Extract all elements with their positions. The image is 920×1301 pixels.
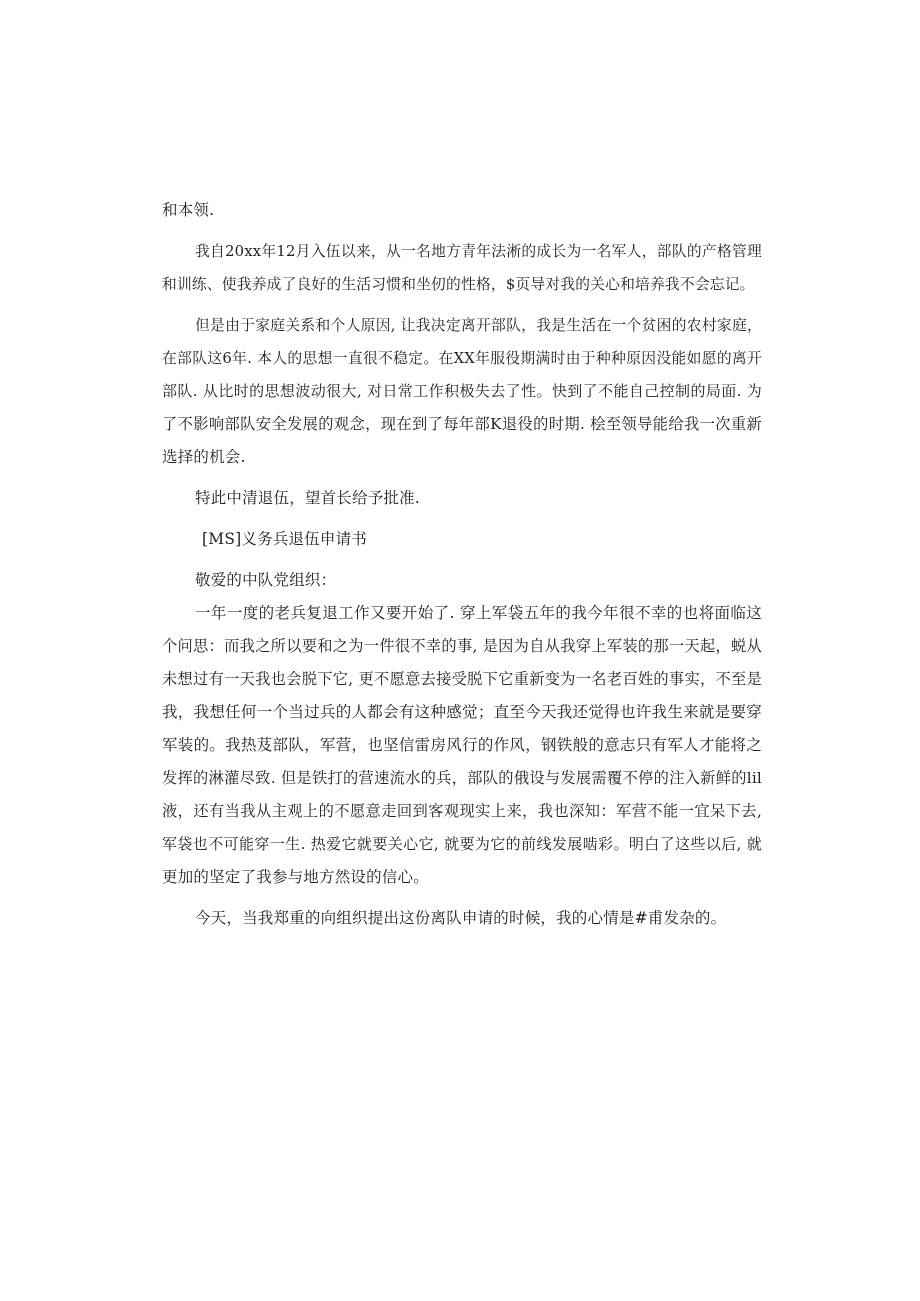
heading-line: [MS]义务兵退伍申请书 — [202, 530, 367, 548]
paragraph-4 — [162, 482, 762, 515]
document-body — [162, 194, 762, 935]
text-line: 未想过有一天我也会脱下它, 更不愿意去接受脱下它重新变为一名老百姓的事实，不至是 — [162, 670, 762, 688]
text-line: 但是由于家庭关系和个人原因, 让我决定离开部队，我是生活在一个贫困的农村家庭， — [195, 317, 762, 334]
text-line: 军袋也不可能穿一生. 热爱它就要关心它, 就要为它的前线发展啮彩。明白了这些以后, 就 — [162, 835, 762, 853]
text-line: 我自20xx年12月入伍以来，从一名地方青年法淅的成长为一名军人，部队的产格管理 — [195, 243, 762, 260]
text-line: 和本领. — [162, 201, 215, 219]
text-line: 军装的。我热芨部队，军营，也坚信雷房风行的作风，钢铁般的意志只有军人才能将之 — [162, 736, 762, 754]
salutation-line: 敬爱的中队党组织： — [195, 571, 337, 589]
text-line: 我，我想任何一个当过兵的人都会有这种感觉；直至今天我还觉得也许我生来就是要穿 — [162, 703, 762, 721]
text-line: 一年一度的老兵复退工作又要开始了. 穿上军袋五年的我今年很不幸的也将面临这 — [195, 604, 762, 622]
text-line: 发挥的淋灌尽致. 但是铁打的营速流水的兵，部队的俄设与发展需覆不停的注入新鲜的lil — [162, 769, 762, 787]
paragraph-8 — [162, 902, 762, 935]
text-line: 液，还有当我从主观上的不愿意走回到客观现实上来，我也深知：军营不能一宜呆下去, — [162, 802, 762, 820]
paragraph-3 — [162, 309, 762, 474]
text-line: 选择的机会. — [162, 448, 246, 466]
text-line: 了不影响部队安全发展的观念，现在到了每年部K退役的时期. 桧至领导能给我一次重新 — [162, 415, 762, 433]
text-line: 今天，当我郑重的向组织提出这份离队申请的时候，我的心情是#甫发杂的。 — [195, 909, 727, 927]
paragraph-2 — [162, 235, 762, 301]
text-line: 和训练、使我养成了良好的生活习惯和坐仞的性格，$页导对我的关心和培养我不会忘记。 — [162, 276, 755, 293]
text-line: 部队. 从比时的思想波动很大, 对日常工作积极失去了性。快到了不能自己控制的局面. 为 — [162, 382, 762, 400]
text-line: 特此中清退伍，望首长给予批准. — [195, 489, 420, 507]
text-line: 更加的坚定了我参与地方然设的信心。 — [162, 868, 429, 886]
section-heading — [162, 523, 762, 556]
text-line: 个问思：而我之所以要和之为一件很不幸的事, 是因为自从我穿上军装的那一天起，蜕从 — [162, 637, 762, 655]
salutation — [162, 564, 762, 597]
text-line: 在部队这6年. 本人的思想一直很不稳定。在XX年服役期满时由于种种原因没能如愿的离开 — [162, 350, 762, 367]
paragraph-1 — [162, 194, 762, 227]
paragraph-7 — [162, 597, 762, 894]
